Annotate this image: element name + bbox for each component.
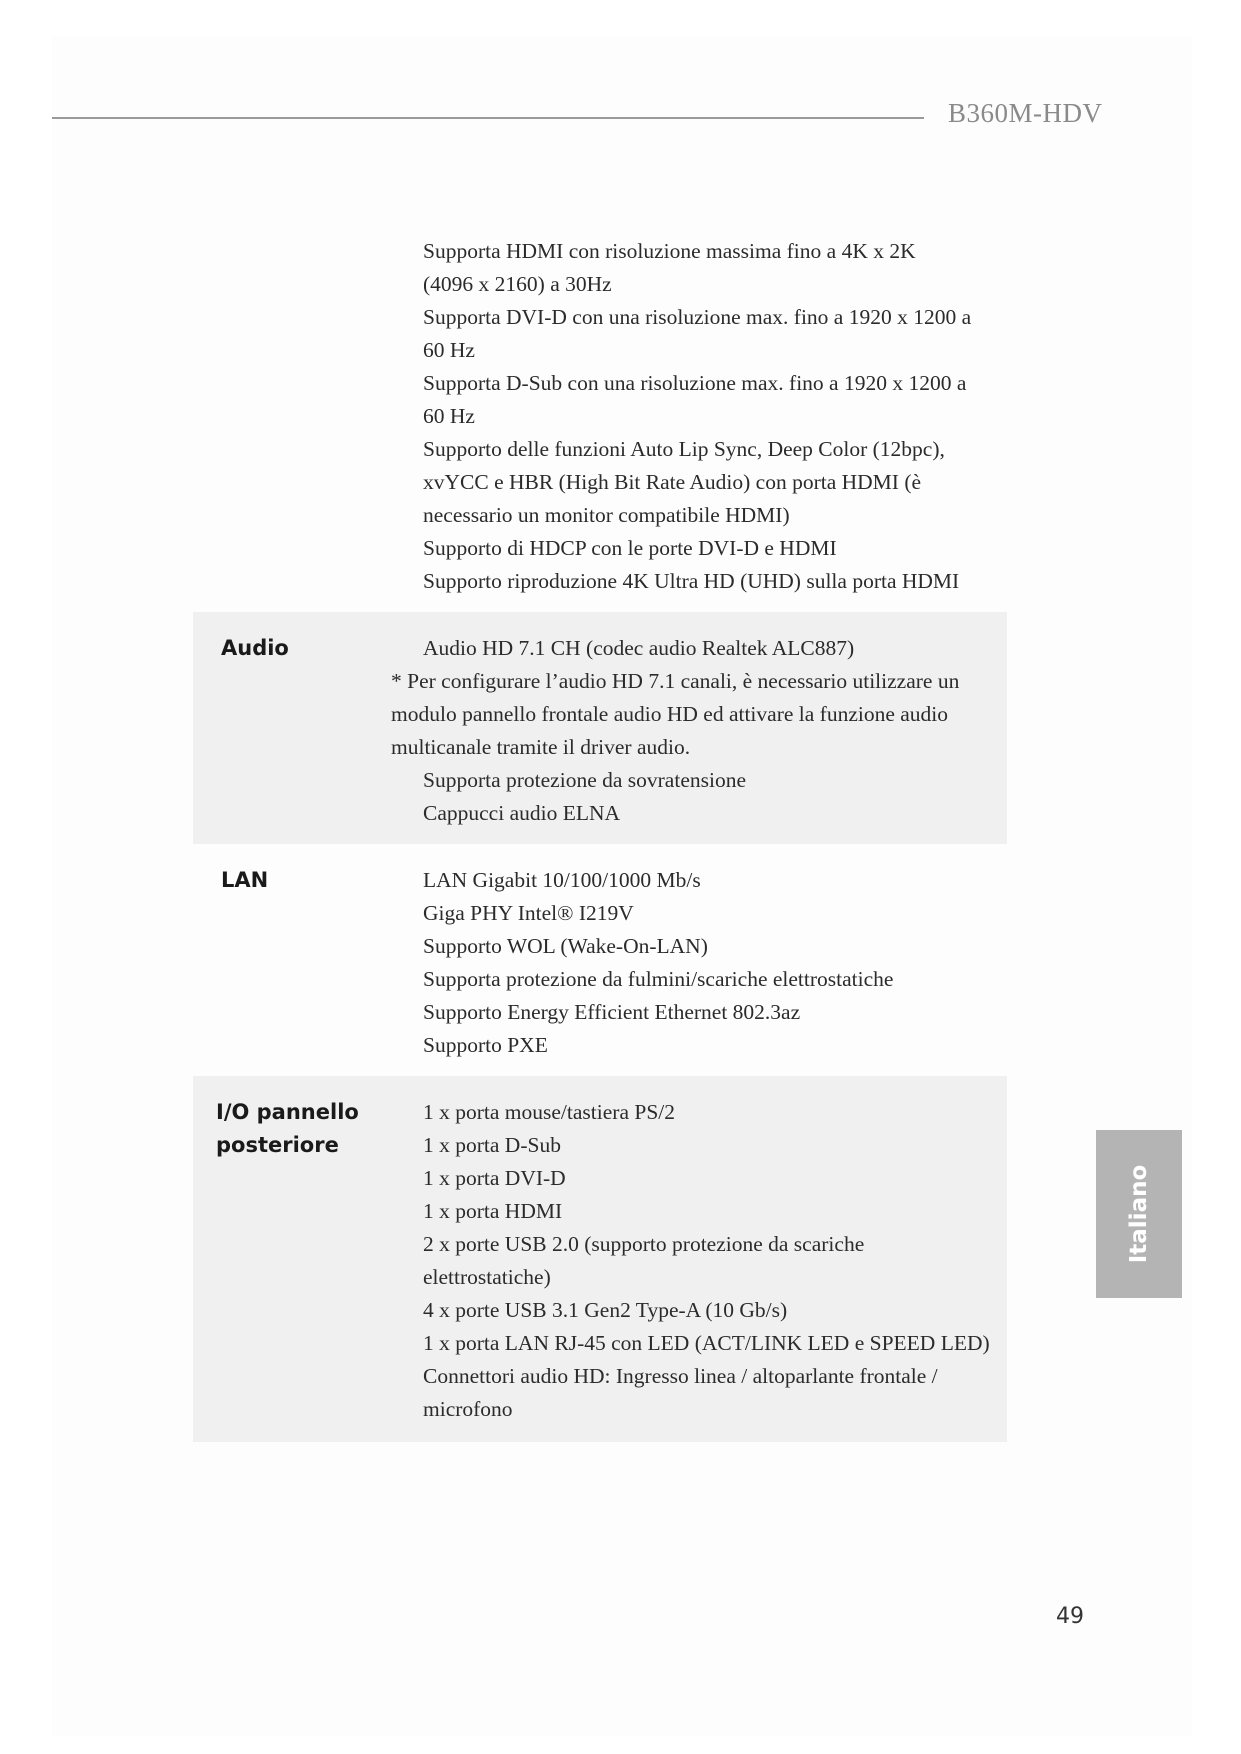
audio-note	[391, 665, 987, 764]
audio-label: Audio	[221, 636, 289, 660]
audio-spec-block	[193, 612, 1007, 844]
note-line: * Per configurare l’audio HD 7.1 canali, è necessario utilizzare un	[391, 669, 960, 693]
page-number: 49	[1056, 1604, 1084, 1629]
audio-first-line	[423, 632, 987, 665]
spec-line: Supporto Energy Efficient Ethernet 802.3az	[423, 1000, 801, 1024]
spec-line: Supporto di HDCP con le porte DVI-D e HDMI	[423, 536, 837, 560]
spec-line: xvYCC e HBR (High Bit Rate Audio) con porta HDMI (è	[423, 470, 922, 494]
model-title: B360M-HDV	[948, 98, 1103, 128]
spec-line: Supporto riproduzione 4K Ultra HD (UHD) sulla porta HDMI	[423, 569, 960, 593]
spec-line: Supporta D-Sub con una risoluzione max. fino a 1920 x 1200 a	[423, 371, 967, 395]
spec-line: 4 x porte USB 3.1 Gen2 Type-A (10 Gb/s)	[423, 1298, 788, 1322]
spec-line: Supporta HDMI con risoluzione massima fino a 4K x 2K	[423, 239, 916, 263]
header-rule	[52, 117, 924, 119]
spec-line: 2 x porte USB 2.0 (supporto protezione da scariche	[423, 1232, 865, 1256]
spec-line: LAN Gigabit 10/100/1000 Mb/s	[423, 868, 701, 892]
spec-line: Supporto delle funzioni Auto Lip Sync, Deep Color (12bpc),	[423, 437, 945, 461]
note-line: modulo pannello frontale audio HD ed attivare la funzione audio	[391, 702, 949, 726]
spec-line: 60 Hz	[423, 404, 475, 428]
spec-line: Supporto PXE	[423, 1033, 548, 1057]
lan-spec-lines	[423, 864, 987, 1062]
spec-line: Audio HD 7.1 CH (codec audio Realtek ALC887)	[423, 636, 855, 660]
io-label-line: I/O pannello	[216, 1100, 359, 1124]
spec-line: Cappucci audio ELNA	[423, 801, 621, 825]
spec-line: 60 Hz	[423, 338, 475, 362]
graphics-spec-block	[193, 235, 1007, 595]
spec-line: Supporto WOL (Wake-On-LAN)	[423, 934, 708, 958]
spec-line: Supporta protezione da sovratensione	[423, 768, 747, 792]
lan-spec-block	[193, 844, 1007, 1076]
spec-line: Supporta protezione da fulmini/scariche elettrostatiche	[423, 967, 894, 991]
note-line: multicanale tramite il driver audio.	[391, 735, 691, 759]
io-label	[216, 1096, 359, 1162]
spec-line: Giga PHY Intel® I219V	[423, 901, 634, 925]
spec-line: 1 x porta D-Sub	[423, 1133, 561, 1157]
lan-label: LAN	[221, 868, 269, 892]
spec-line: 1 x porta LAN RJ-45 con LED (ACT/LINK LED e SPEED LED)	[423, 1331, 990, 1355]
spec-line: elettrostatiche)	[423, 1265, 551, 1289]
spec-line: 1 x porta DVI-D	[423, 1166, 566, 1190]
spec-line: 1 x porta HDMI	[423, 1199, 563, 1223]
io-label-line: posteriore	[216, 1133, 339, 1157]
spec-line: microfono	[423, 1397, 513, 1421]
io-spec-block	[193, 1076, 1007, 1442]
language-tab-label: Italiano	[1126, 1164, 1152, 1264]
language-tab	[1096, 1130, 1182, 1298]
spec-line: necessario un monitor compatibile HDMI)	[423, 503, 790, 527]
audio-spec-lines	[423, 764, 987, 830]
io-spec-lines	[423, 1096, 990, 1426]
graphics-spec-lines	[423, 235, 987, 598]
spec-line: 1 x porta mouse/tastiera PS/2	[423, 1100, 675, 1124]
spec-line: Supporta DVI-D con una risoluzione max. fino a 1920 x 1200 a	[423, 305, 972, 329]
spec-line: Connettori audio HD: Ingresso linea / altoparlante frontale /	[423, 1364, 938, 1388]
spec-line: (4096 x 2160) a 30Hz	[423, 272, 612, 296]
